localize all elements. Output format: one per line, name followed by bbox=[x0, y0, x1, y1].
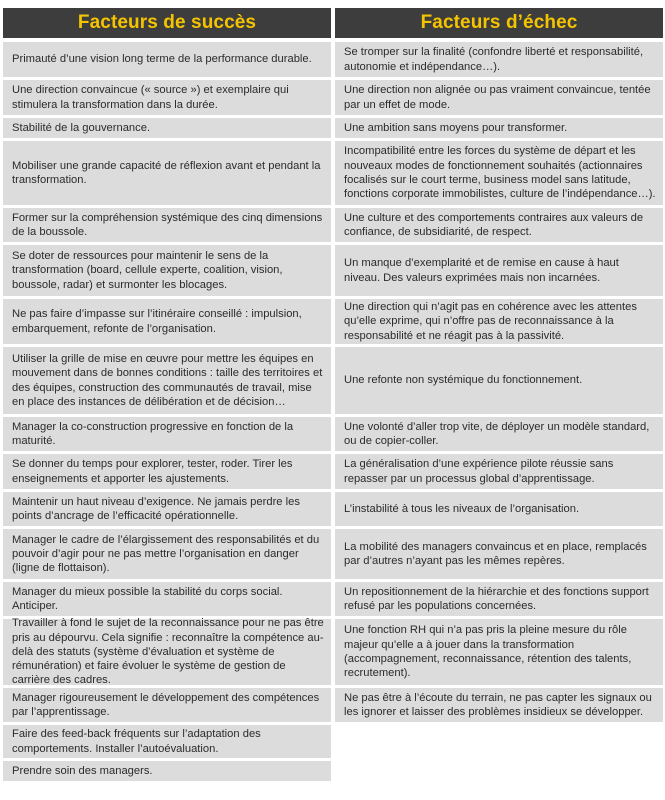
failure-factor-row: Une volonté d’aller trop vite, de déployer un modèle standard, ou de copier-coller. bbox=[335, 417, 663, 451]
success-factor-row: Manager rigoureusement le développement des compétences par l’apprentissage. bbox=[3, 688, 331, 722]
success-factor-row: Utiliser la grille de mise en œuvre pour mettre les équipes en mouvement dans de bonnes conditions : taille des territoires et des équipes, construction des communautés de travail, mise en place des instances de délibération et de décision… bbox=[3, 347, 331, 414]
success-factor-row: Une direction convaincue (« source ») et exemplaire qui stimulera la transformation dans la durée. bbox=[3, 80, 331, 115]
failure-factor-row: Une direction qui n’agit pas en cohérence avec les attentes qu’elle exprime, qui n’offre pas de reconnaissance à la responsabilité et ne réagit pas à la passivité. bbox=[335, 299, 663, 344]
failure-factor-row: Une refonte non systémique du fonctionnement. bbox=[335, 347, 663, 414]
success-factor-row: Travailler à fond le sujet de la reconnaissance pour ne pas être pris au dépourvu. Cela signifie : reconnaître la compétence au-delà des statuts (système d’évaluation et système de rémunération) et faire évoluer le système de gestion de carrière des cadres. bbox=[3, 619, 331, 685]
failure-factor-row: Ne pas être à l’écoute du terrain, ne pas capter les signaux ou les ignorer et laisser des problèmes insidieux se développer. bbox=[335, 688, 663, 722]
success-factors-header: Facteurs de succès bbox=[3, 8, 331, 38]
success-factor-row: Ne pas faire d’impasse sur l’itinéraire conseillé : impulsion, embarquement, refonte de l’organisation. bbox=[3, 299, 331, 344]
success-factor-row: Manager la co-construction progressive en fonction de la maturité. bbox=[3, 417, 331, 451]
failure-factor-row: Une direction non alignée ou pas vraiment convaincue, tentée par un effet de mode. bbox=[335, 80, 663, 115]
failure-factors-header: Facteurs d’échec bbox=[335, 8, 663, 38]
success-factor-row: Se doter de ressources pour maintenir le sens de la transformation (board, cellule experte, coalition, vision, boussole, radar) et surmonter les blocages. bbox=[3, 245, 331, 296]
success-factors-column bbox=[3, 8, 331, 784]
success-factor-row: Stabilité de la gouvernance. bbox=[3, 118, 331, 138]
success-factor-row: Se donner du temps pour explorer, tester, roder. Tirer les enseignements et apporter les ajustements. bbox=[3, 454, 331, 489]
failure-factor-row: Une fonction RH qui n’a pas pris la pleine mesure du rôle majeur qu’elle a à jouer dans la transformation (accompagnement, reconnaissance, rétention des talents, recrutement). bbox=[335, 619, 663, 685]
success-factor-row: Manager le cadre de l’élargissement des responsabilités et du pouvoir d’agir pour ne pas mettre l’organisation en danger (ligne de flottaison). bbox=[3, 529, 331, 579]
failure-factor-row: Se tromper sur la finalité (confondre liberté et responsabilité, autonomie et indépendance…). bbox=[335, 42, 663, 77]
failure-factor-row: Incompatibilité entre les forces du système de départ et les nouveaux modes de fonctionnement souhaités (actionnaires focalisés sur le court terme, business model sans latitude, fonctions corporate immobilistes, culture de l’indépendance…). bbox=[335, 141, 663, 205]
failure-factor-row: La généralisation d’une expérience pilote réussie sans repasser par un processus global d’apprentissage. bbox=[335, 454, 663, 489]
success-factor-row: Mobiliser une grande capacité de réflexion avant et pendant la transformation. bbox=[3, 141, 331, 205]
failure-factor-row: Un repositionnement de la hiérarchie et des fonctions support refusé par les populations concernées. bbox=[335, 582, 663, 616]
success-factor-row: Manager du mieux possible la stabilité du corps social. Anticiper. bbox=[3, 582, 331, 616]
success-factor-row: Former sur la compréhension systémique des cinq dimensions de la boussole. bbox=[3, 208, 331, 242]
success-factor-row: Prendre soin des managers. bbox=[3, 761, 331, 781]
success-factor-row: Faire des feed-back fréquents sur l’adaptation des comportements. Installer l’autoévaluation. bbox=[3, 725, 331, 758]
failure-factor-row: L’instabilité à tous les niveaux de l’organisation. bbox=[335, 492, 663, 526]
failure-factor-row: Une culture et des comportements contraires aux valeurs de confiance, de subsidiarité, de respect. bbox=[335, 208, 663, 242]
comparison-table bbox=[3, 8, 663, 784]
failure-factor-row: Une ambition sans moyens pour transformer. bbox=[335, 118, 663, 138]
failure-factor-row: Un manque d’exemplarité et de remise en cause à haut niveau. Des valeurs exprimées mais non incarnées. bbox=[335, 245, 663, 296]
failure-factor-row: La mobilité des managers convaincus et en place, remplacés par d’autres n’ayant pas les mêmes repères. bbox=[335, 529, 663, 579]
failure-factors-column bbox=[335, 8, 663, 784]
success-factor-row: Primauté d’une vision long terme de la performance durable. bbox=[3, 42, 331, 77]
success-factor-row: Maintenir un haut niveau d’exigence. Ne jamais perdre les points d’ancrage de l’efficacité opérationnelle. bbox=[3, 492, 331, 526]
